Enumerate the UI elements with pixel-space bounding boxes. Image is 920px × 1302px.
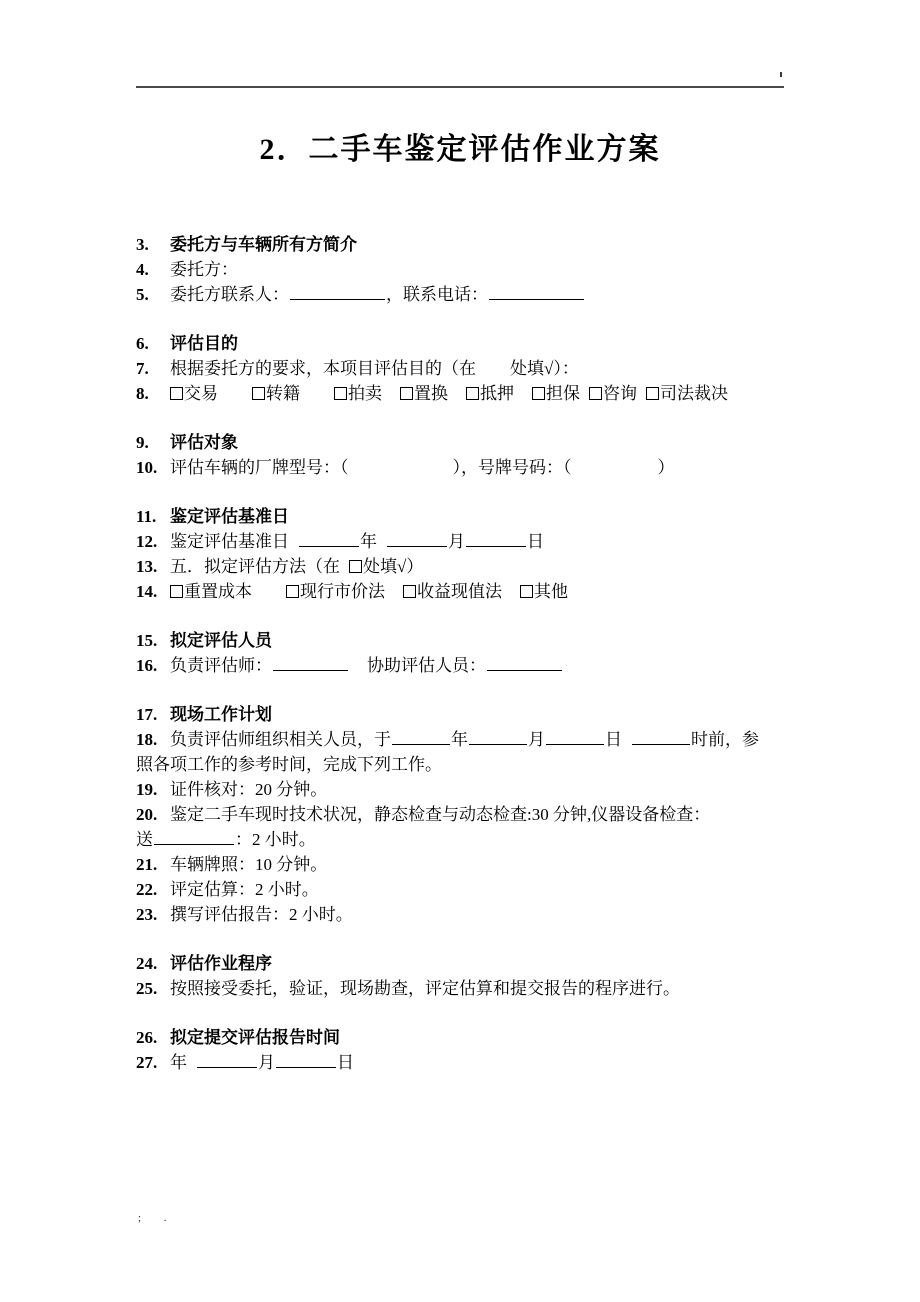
list-item [136,579,796,604]
onsite-year-blank[interactable] [392,729,450,745]
contact-person-blank[interactable] [290,284,385,300]
item-text [170,1050,796,1075]
option-label: 司法裁决 [660,384,728,403]
header-tick-mark [780,72,782,77]
item-number: 13. [136,557,158,576]
item-number: 3. [136,235,149,254]
list-item [136,455,796,480]
item-number: 26. [136,1028,158,1047]
item-number: 27. [136,1053,158,1072]
method-options [170,579,796,604]
list-item [136,529,796,554]
item-number: 18. [136,730,158,749]
option-label: 抵押 [480,384,514,403]
item-text [170,727,796,752]
assistant-appraiser-label: 协助评估人员： [367,656,486,675]
list-item [136,257,796,282]
baseline-year-blank[interactable] [299,531,359,547]
item-text: 评估作业程序 [170,954,272,973]
option-label: 其他 [534,582,568,601]
document-body [136,232,796,1075]
contact-person-label: 委托方联系人： [170,285,289,304]
item-text: 鉴定评估基准日 [170,507,289,526]
assistant-appraiser-blank[interactable] [487,655,562,671]
unit-day: 日 [527,532,544,551]
checkbox-icon[interactable] [646,387,659,400]
list-item [136,702,796,727]
list-item [136,802,796,827]
checkbox-icon[interactable] [589,387,602,400]
list-item [136,1050,796,1075]
plate-number-label: ），号牌号码：（ [452,458,572,477]
list-item [136,381,796,406]
item-text [170,282,796,307]
item-text [170,554,796,579]
item-number: 5. [136,285,149,304]
list-item [136,727,796,752]
checkbox-icon[interactable] [400,387,413,400]
unit-month: 月 [258,1053,275,1072]
item-number: 23. [136,905,158,924]
item-text: 评定估算：2 小时。 [170,880,319,899]
item-number: 6. [136,334,149,353]
option-label: 咨询 [603,384,637,403]
option-label: 现行市价法 [300,582,385,601]
delivery-label: 送 [136,830,153,849]
baseline-month-blank[interactable] [387,531,447,547]
method-intro-post: 处填√） [363,557,424,576]
list-item [136,902,796,927]
onsite-plan-tail: 时前，参 [691,730,759,749]
option-label: 置换 [414,384,448,403]
item-number: 21. [136,855,158,874]
unit-day: 日 [605,730,622,749]
submit-year-blank[interactable] [197,1052,257,1068]
option-label: 担保 [546,384,580,403]
list-item [136,554,796,579]
checkbox-icon[interactable] [286,585,299,598]
lead-appraiser-blank[interactable] [273,655,348,671]
list-item [136,951,796,976]
list-item [136,877,796,902]
list-item [136,331,796,356]
item-text [170,653,796,678]
delivery-duration: ：2 小时。 [235,830,316,849]
unit-year: 年 [360,532,377,551]
item-text: 车辆牌照：10 分钟。 [170,855,328,874]
header-divider-rule [136,86,784,88]
item-text: 现场工作计划 [170,705,272,724]
item-text: 撰写评估报告：2 小时。 [170,905,353,924]
page-footer-marks: ; . [138,1212,177,1224]
section-gap [136,604,796,628]
checkbox-icon[interactable] [349,560,362,573]
option-label: 转籍 [266,384,300,403]
item-number: 20. [136,805,158,824]
option-label: 重置成本 [184,582,252,601]
unit-day: 日 [337,1053,354,1072]
item-text: 评估对象 [170,433,238,452]
list-item [136,504,796,529]
item-number: 10. [136,458,158,477]
contact-phone-label: ，联系电话： [386,285,488,304]
item-text: 拟定评估人员 [170,631,272,650]
section-gap [136,307,796,331]
onsite-day-blank[interactable] [546,729,604,745]
list-item [136,356,796,381]
checkbox-icon[interactable] [520,585,533,598]
item-number: 24. [136,954,158,973]
delivery-blank[interactable] [154,829,234,845]
item-text: 证件核对：20 分钟。 [170,780,328,799]
lead-appraiser-label: 负责评估师： [170,656,272,675]
onsite-plan-lead: 负责评估师组织相关人员，于 [170,730,391,749]
item-number: 9. [136,433,149,452]
list-item [136,232,796,257]
item-number: 17. [136,705,158,724]
item-number: 12. [136,532,158,551]
list-item [136,430,796,455]
list-item [136,1025,796,1050]
item-number: 8. [136,384,149,403]
checkbox-icon[interactable] [334,387,347,400]
checkbox-icon[interactable] [532,387,545,400]
item-number: 25. [136,979,158,998]
page-title: 2．二手车鉴定评估作业方案 [259,133,661,166]
item-number: 16. [136,656,158,675]
vehicle-model-label: 评估车辆的厂牌型号：（ [170,458,349,477]
section-gap [136,406,796,430]
item-number: 14. [136,582,158,601]
item-text: 拟定提交评估报告时间 [170,1028,340,1047]
list-item [136,653,796,678]
submit-month-blank[interactable] [276,1052,336,1068]
checkbox-icon[interactable] [170,387,183,400]
paren-close: ） [657,458,675,477]
list-item [136,976,796,1001]
item-text: 评估目的 [170,334,238,353]
checkbox-icon[interactable] [403,585,416,598]
item-continuation [136,827,796,852]
baseline-day-blank[interactable] [466,531,526,547]
list-item [136,628,796,653]
item-text: 鉴定二手车现时技术状况，静态检查与动态检查:30 分钟,仪器设备检查： [170,805,711,824]
item-text: 根据委托方的要求，本项目评估目的（在 处填√）： [170,359,579,378]
item-number: 22. [136,880,158,899]
unit-year: 年 [451,730,468,749]
checkbox-icon[interactable] [170,585,183,598]
item-number: 11. [136,507,157,526]
item-number: 15. [136,631,158,650]
item-number: 19. [136,780,158,799]
contact-phone-blank[interactable] [489,284,584,300]
purpose-options [170,381,796,406]
checkbox-icon[interactable] [252,387,265,400]
list-item [136,777,796,802]
option-label: 收益现值法 [417,582,502,601]
section-gap [136,1001,796,1025]
section-gap [136,480,796,504]
option-label: 拍卖 [348,384,382,403]
section-gap [136,678,796,702]
unit-year: 年 [170,1053,187,1072]
section-gap [136,927,796,951]
list-item [136,852,796,877]
item-text [170,529,796,554]
item-number: 7. [136,359,149,378]
baseline-date-label: 鉴定评估基准日 [170,532,289,551]
page-header [136,60,784,88]
method-intro-pre: 五．拟定评估方法（在 [170,557,340,576]
unit-month: 月 [528,730,545,749]
list-item [136,282,796,307]
item-text: 委托方与车辆所有方简介 [170,235,357,254]
item-text: 按照接受委托，验证，现场勘查，评定估算和提交报告的程序进行。 [170,979,680,998]
unit-month: 月 [448,532,465,551]
item-text: 委托方： [170,260,238,279]
item-number: 4. [136,260,149,279]
onsite-hour-blank[interactable] [632,729,690,745]
onsite-month-blank[interactable] [469,729,527,745]
checkbox-icon[interactable] [466,387,479,400]
item-continuation: 照各项工作的参考时间，完成下列工作。 [136,755,442,774]
item-text [170,455,796,480]
option-label: 交易 [184,384,218,403]
